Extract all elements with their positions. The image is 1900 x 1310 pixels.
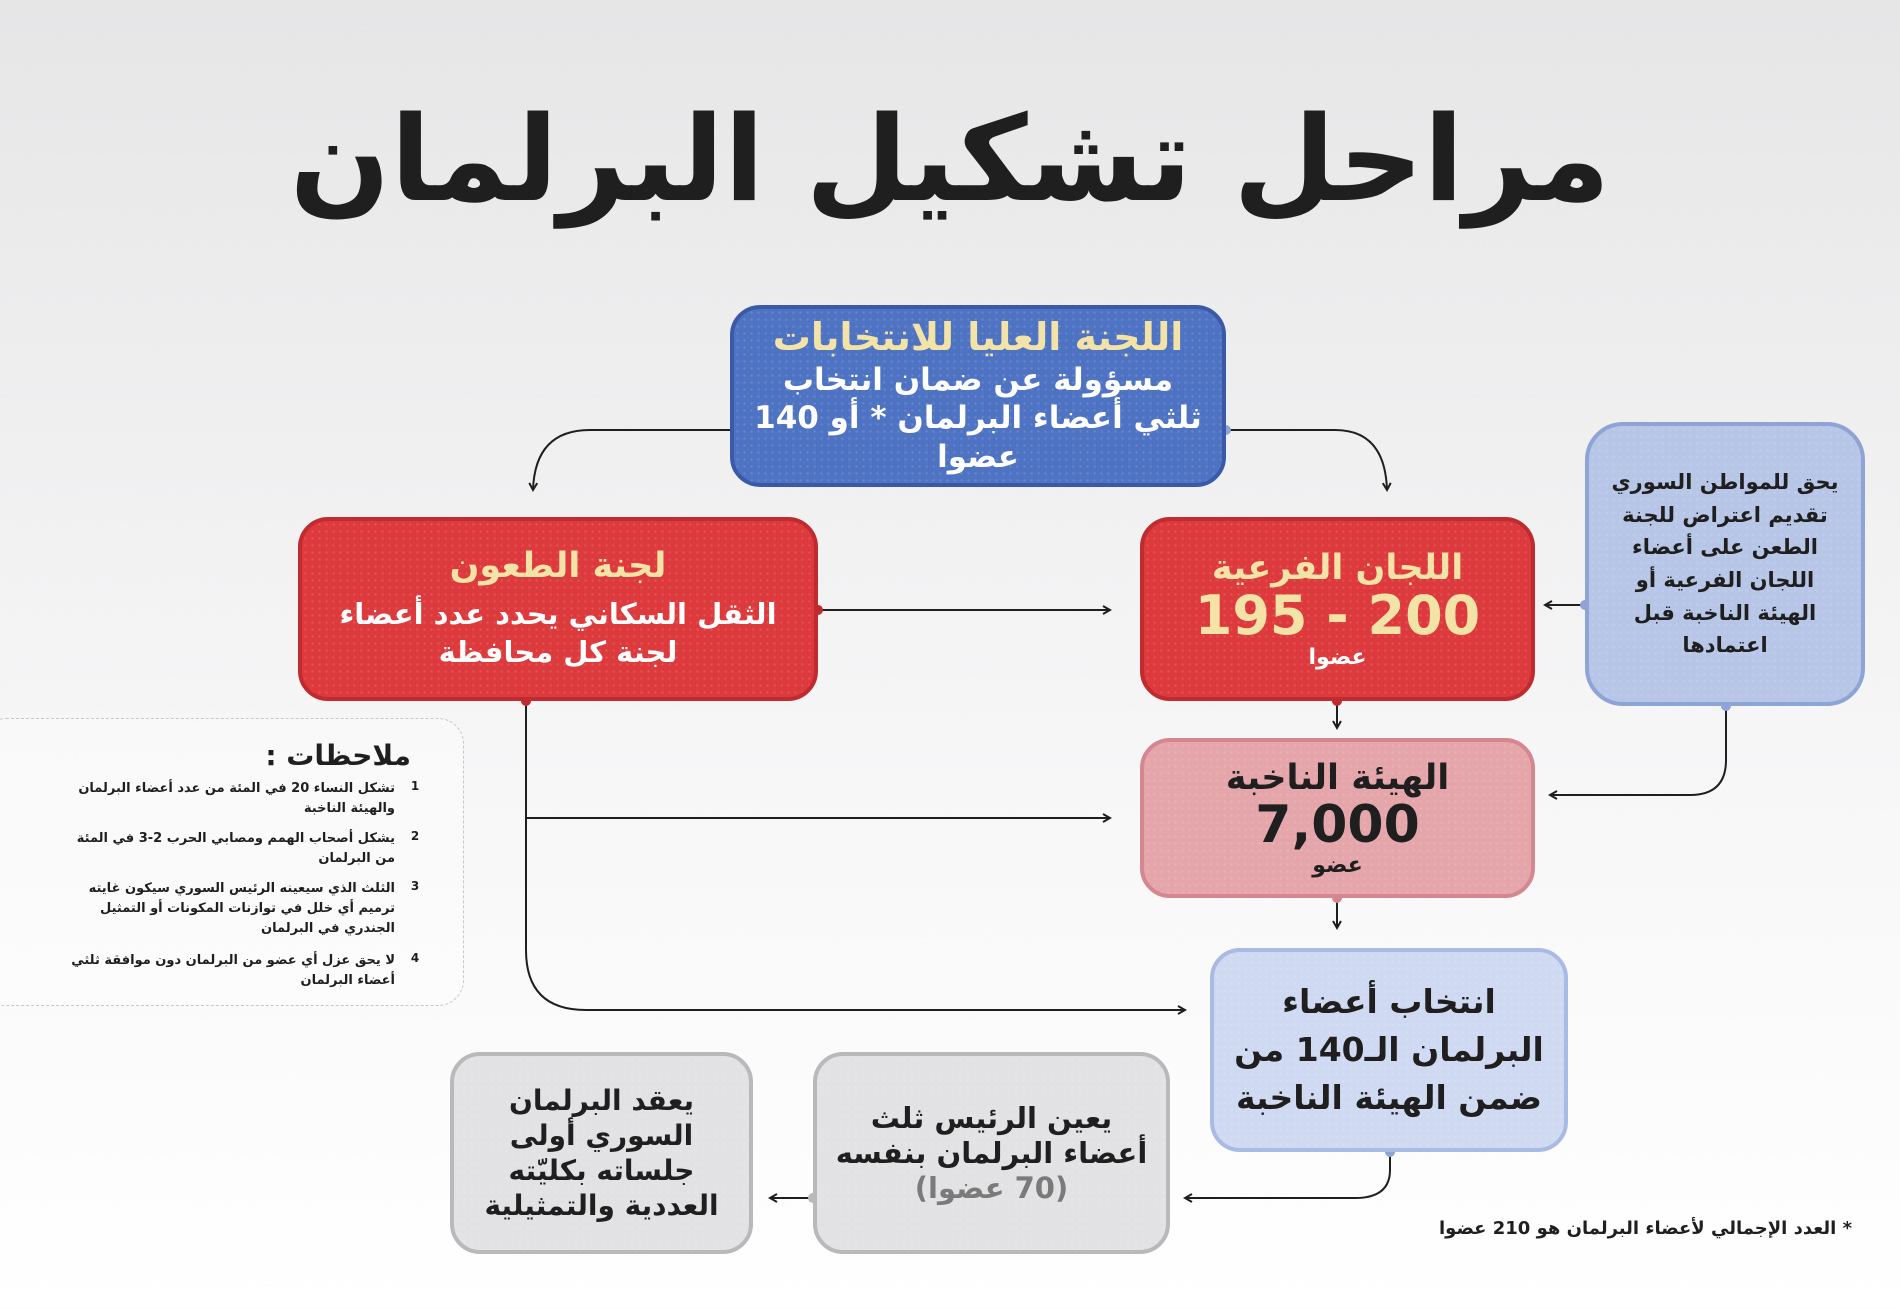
- higher-elections-committee-box: [730, 305, 1226, 487]
- note-item: [55, 829, 423, 869]
- president-body: يعين الرئيس ثلث أعضاء البرلمان بنفسه: [835, 1101, 1148, 1170]
- member-election-box: [1210, 948, 1568, 1152]
- citizen-objection-box: [1585, 422, 1865, 706]
- electoral-body-unit: عضو: [1312, 852, 1363, 878]
- appeals-committee-box: [298, 517, 818, 701]
- subcommittees-unit: عضوا: [1308, 644, 1367, 670]
- note-item: [55, 879, 423, 939]
- note-text: لا يحق عزل أي عضو من البرلمان دون موافقة ثلثي أعضاء البرلمان: [71, 953, 395, 989]
- notes-panel: [0, 718, 464, 1006]
- note-number: 4: [410, 951, 420, 965]
- note-number: 3: [410, 879, 420, 893]
- note-text: تشكل النساء 20 في المئة من عدد أعضاء البرلمان والهيئة الناخبة: [78, 781, 395, 817]
- electoral-body-title: الهيئة الناخبة: [1225, 758, 1450, 799]
- note-text: يشكل أصحاب الهمم ومصابي الحرب 2-3 في المئة من البرلمان: [76, 831, 395, 867]
- subcommittees-title: اللجان الفرعية: [1211, 548, 1464, 589]
- appeals-body: الثقل السكاني يحدد عدد أعضاء لجنة كل محافظة: [339, 597, 777, 669]
- note-item: [55, 951, 423, 991]
- notes-title: ملاحظات :: [265, 739, 411, 772]
- president-sub: (70 عضوا): [914, 1170, 1069, 1205]
- footnote: * العدد الإجمالي لأعضاء البرلمان هو 210 عضوا: [1438, 1218, 1852, 1239]
- appeals-title: لجنة الطعون: [449, 546, 667, 587]
- arrow-appeals-down: [526, 701, 1185, 1010]
- arrow-hec-to-subcommittees: [1226, 430, 1387, 490]
- note-item: [55, 779, 423, 819]
- arrow-election-to-president: [1185, 1152, 1390, 1198]
- session-body: يعقد البرلمان السوري أولى جلساته بكليّته العددية والتمثيلية: [484, 1084, 719, 1222]
- electoral-body-box: [1140, 738, 1535, 898]
- subcommittees-box: [1140, 517, 1535, 701]
- hec-body: مسؤولة عن ضمان انتخاب ثلثي أعضاء البرلمان * أو 140 عضوا: [754, 361, 1202, 476]
- arrow-citizen-to-body: [1550, 706, 1726, 795]
- note-text: الثلث الذي سيعينه الرئيس السوري سيكون غايته ترميم أي خلل في توازنات المكونات أو التمثيل الجندري في البرلمان: [88, 881, 395, 937]
- note-number: 1: [410, 779, 420, 793]
- subcommittees-number: 195 - 200: [1194, 584, 1481, 648]
- citizen-body: يحق للمواطن السوري تقديم اعتراض للجنة الطعن على أعضاء اللجان الفرعية أو الهيئة الناخبة قبل اعتمادها: [1611, 470, 1839, 658]
- arrow-hec-to-appeals: [533, 430, 730, 490]
- page-title: مراحل تشكيل البرلمان: [289, 90, 1611, 228]
- note-number: 2: [410, 829, 420, 843]
- election-body: انتخاب أعضاء البرلمان الـ140 من ضمن الهيئة الناخبة: [1234, 982, 1544, 1117]
- electoral-body-number: 7,000: [1255, 795, 1420, 856]
- hec-title: اللجنة العليا للانتخابات: [772, 315, 1184, 360]
